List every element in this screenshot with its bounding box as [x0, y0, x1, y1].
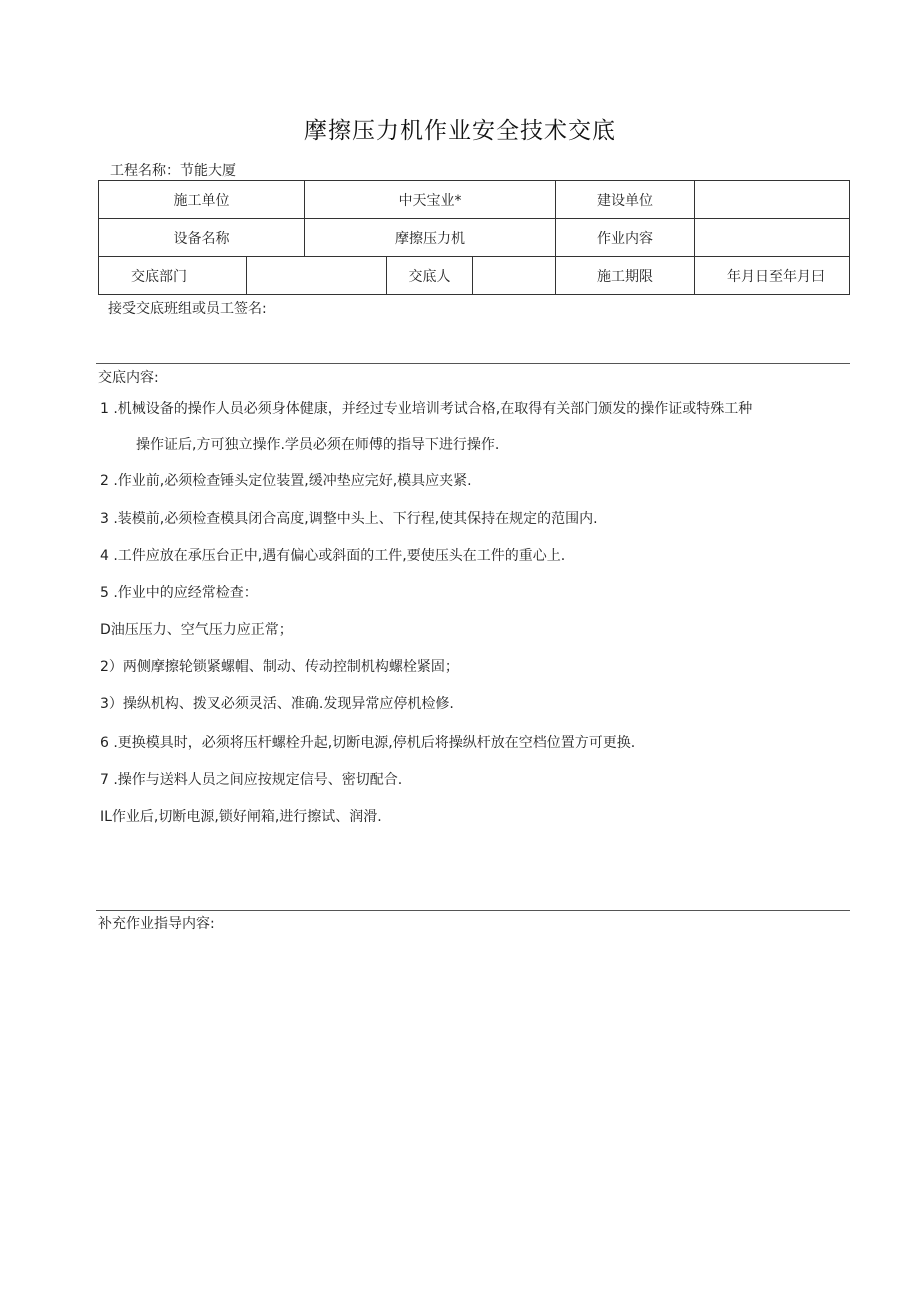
table-cell: [695, 181, 850, 219]
table-cell: 中天宝业*: [305, 181, 556, 219]
list-item: 3）操纵机构、拨叉必须灵活、准确.发现异常应停机检修.: [100, 696, 454, 712]
table-cell: 作业内容: [556, 219, 695, 257]
table-cell: [473, 257, 556, 295]
list-item: 1 .机械设备的操作人员必须身体健康，并经过专业培训考试合格,在取得有关部门颁发的操作证或特殊工种: [100, 401, 753, 417]
list-item: 3 .装模前,必须检查模具闭合高度,调整中头上、下行程,使其保持在规定的范围内.: [100, 511, 598, 527]
list-item: 5 .作业中的应经常检查：: [100, 585, 258, 601]
table-row: [99, 219, 850, 257]
table-cell: 年月日至年月曰: [695, 257, 850, 295]
list-item: 7 .操作与送料人员之间应按规定信号、密切配合.: [100, 772, 403, 788]
divider: [96, 910, 850, 911]
list-item: 4 .工件应放在承压台正中,遇有偏心或斜面的工件,要使压头在工件的重心上.: [100, 548, 566, 564]
document-title: 摩擦压力机作业安全技术交底: [304, 118, 616, 144]
project-name: [110, 160, 236, 180]
signature-label: 接受交底班组或员工签名:: [108, 301, 267, 317]
project-name-label: 工程名称：: [110, 163, 180, 179]
list-item: 6 .更换模具时，必须将压杆螺栓升起,切断电源,停机后将操纵杆放在空档位置方可更换.: [100, 735, 636, 751]
table-row: [99, 257, 850, 295]
table-cell: 交底人: [387, 257, 473, 295]
table-row: [99, 181, 850, 219]
content-label: 交底内容:: [98, 370, 159, 386]
list-item: 2）两侧摩擦轮锁紧螺帽、制动、传动控制机构螺栓紧固；: [100, 659, 459, 675]
table-cell: 施工期限: [556, 257, 695, 295]
list-item: 2 .作业前,必须检查锤头定位装置,缓冲垫应完好,模具应夹紧.: [100, 473, 472, 489]
table-cell: 设备名称: [99, 219, 305, 257]
table-cell: 建设单位: [556, 181, 695, 219]
project-name-value: 节能大厦: [180, 163, 236, 179]
info-table: [98, 180, 850, 295]
supplement-label: 补充作业指导内容:: [98, 916, 215, 932]
list-item: 操作证后,方可独立操作.学员必须在师傅的指导下进行操作.: [136, 437, 500, 453]
divider: [96, 363, 850, 364]
table-cell: [695, 219, 850, 257]
list-item: D油压压力、空气压力应正常；: [100, 622, 293, 638]
table-cell: 摩擦压力机: [305, 219, 556, 257]
list-item: IL作业后,切断电源,锁好闸箱,进行擦试、润滑.: [100, 809, 382, 825]
table-cell: [247, 257, 387, 295]
table-cell: 交底部门: [99, 257, 247, 295]
table-cell: 施工单位: [99, 181, 305, 219]
